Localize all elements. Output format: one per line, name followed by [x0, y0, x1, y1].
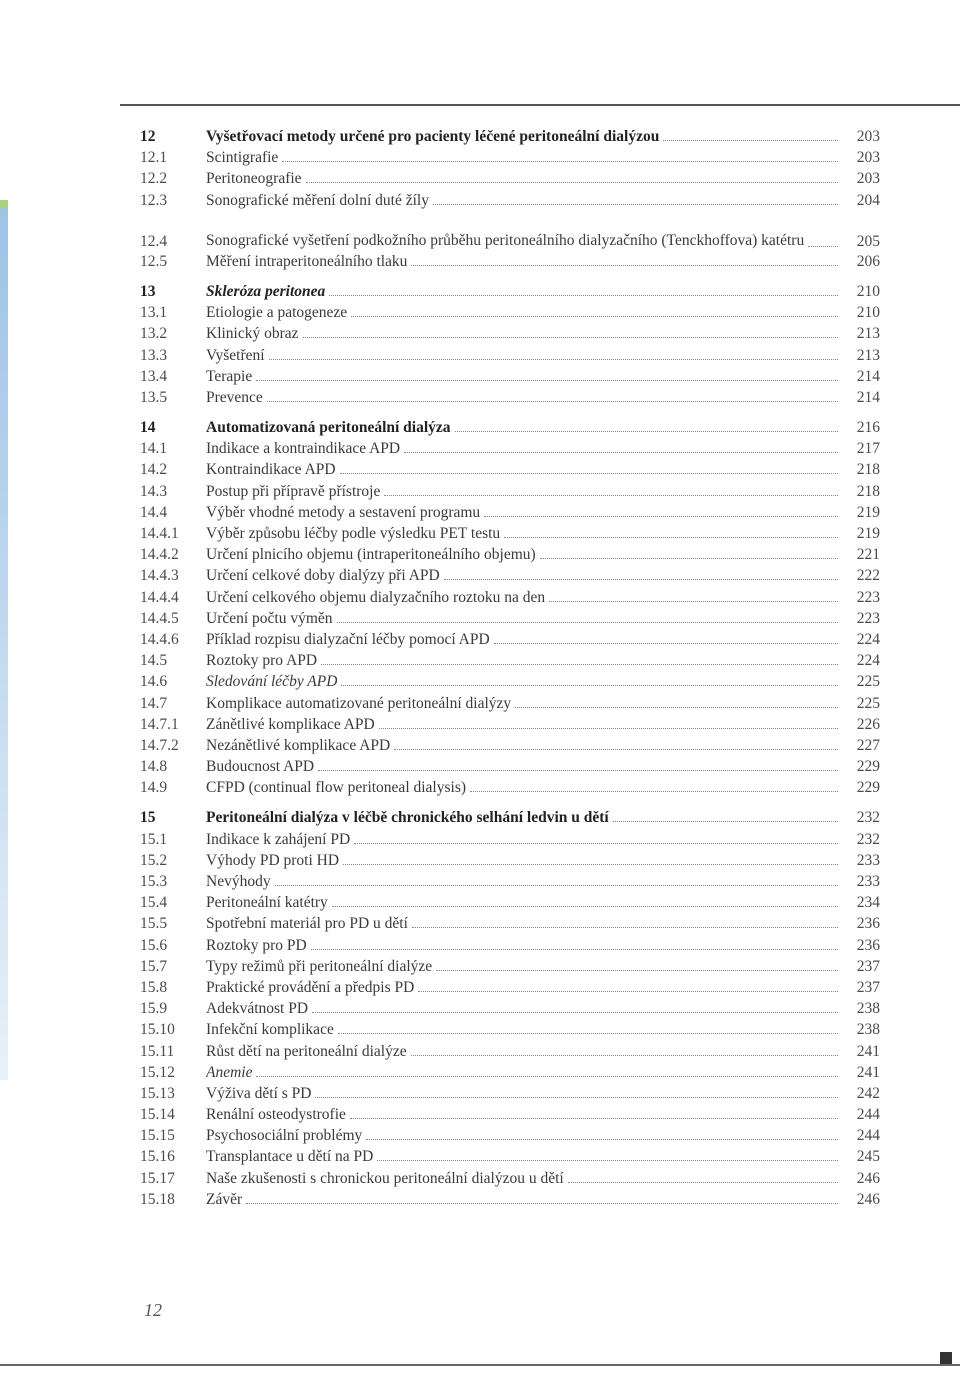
- toc-entry-number: 14.7.1: [140, 715, 179, 733]
- toc-entry-title: Klinický obraz: [206, 325, 299, 343]
- dot-leader: [303, 337, 838, 338]
- dot-leader: [418, 991, 838, 992]
- dot-leader: [282, 161, 838, 162]
- toc-entry: [140, 192, 880, 213]
- toc-entry-title: Automatizovaná peritoneální dialýza: [206, 419, 451, 437]
- dot-leader: [275, 885, 838, 886]
- toc-entry-page: 236: [856, 936, 880, 954]
- toc-entry: [140, 631, 880, 652]
- toc-entry: [140, 958, 880, 979]
- toc-entry: [140, 737, 880, 758]
- toc-entry-page: 218: [856, 461, 880, 479]
- toc-entry-page: 219: [856, 525, 880, 542]
- toc-entry-page: 238: [856, 1000, 880, 1018]
- toc-entry-title: Sledování léčby APD: [206, 673, 338, 691]
- toc-entry-page: 210: [856, 282, 880, 300]
- toc-entry-title: Psychosociální problémy: [206, 1127, 363, 1145]
- toc-entry-title: Peritoneální dialýza v léčbě chronického selhání ledvin u dětí: [206, 809, 609, 827]
- toc-entry-page: 221: [856, 546, 880, 564]
- toc-entry-title: Kontraindikace APD: [206, 461, 336, 479]
- toc-entry: [140, 831, 880, 852]
- toc-entry-number: 14.6: [140, 673, 168, 691]
- toc-entry-number: 14.9: [140, 779, 168, 797]
- toc-entry-number: 14.7: [140, 694, 168, 712]
- toc-entry-page: 242: [856, 1084, 880, 1102]
- toc-entry: [140, 368, 880, 389]
- toc-entry: [140, 1000, 880, 1021]
- toc-entry: [140, 1021, 880, 1042]
- toc-entry-page: 229: [856, 779, 880, 797]
- toc-entry-title: Závěr: [206, 1190, 243, 1208]
- toc-entry-title: Komplikace automatizované peritoneální dialýzy: [206, 694, 512, 712]
- toc-entry-title: Scintigrafie: [206, 149, 279, 167]
- toc-entry-title: Renální osteodystrofie: [206, 1106, 346, 1124]
- toc-entry: [140, 937, 880, 958]
- dot-leader: [394, 749, 838, 750]
- dot-leader: [515, 707, 838, 708]
- toc-entry-title: Roztoky pro APD: [206, 652, 318, 670]
- toc-entry-page: 219: [856, 503, 880, 521]
- toc-entry-page: 236: [856, 915, 880, 933]
- toc-entry-page: 217: [856, 440, 880, 458]
- toc-entry-title: Postup při přípravě přístroje: [206, 482, 381, 500]
- toc-entry-number: 14.8: [140, 758, 168, 776]
- toc-entry-page: 213: [856, 346, 880, 364]
- toc-entry-number: 14.1: [140, 440, 168, 458]
- toc-entry-number: 15.1: [140, 830, 168, 848]
- dot-leader: [340, 473, 838, 474]
- toc-entry-title: Skleróza peritonea: [206, 282, 326, 300]
- toc-entry-page: 225: [856, 694, 880, 712]
- toc-entry-number: 14.4.5: [140, 609, 179, 627]
- toc-entry-title: Anemie: [206, 1063, 253, 1081]
- toc-entry-title: Adekvátnost PD: [206, 1000, 309, 1018]
- toc-entry: [140, 149, 880, 170]
- toc-entry-number: 14.7.2: [140, 736, 179, 754]
- toc-entry-title: Transplantace u dětí na PD: [206, 1148, 374, 1166]
- dot-leader: [470, 791, 838, 792]
- toc-entry-number: 13.4: [140, 367, 168, 385]
- toc-entry-page: 241: [856, 1063, 880, 1081]
- toc-entry: [140, 1148, 880, 1169]
- toc-entry-page: 246: [856, 1169, 880, 1187]
- top-rule: [120, 104, 960, 106]
- toc-entry-page: 210: [856, 304, 880, 322]
- bottom-rule: [0, 1364, 960, 1366]
- toc-entry-number: 15.2: [140, 851, 168, 869]
- toc-entry-page: 203: [856, 149, 880, 167]
- dot-leader: [412, 927, 838, 928]
- toc-entry-title: Růst dětí na peritoneální dialýze: [206, 1042, 407, 1060]
- toc-entry: [140, 979, 880, 1000]
- dot-leader: [484, 516, 838, 517]
- toc-entry-title: Praktické provádění a předpis PD: [206, 978, 415, 996]
- toc-entry-title: Indikace k zahájení PD: [206, 830, 351, 848]
- dot-leader: [267, 401, 838, 402]
- toc-entry-page: 237: [856, 957, 880, 975]
- toc-entry: [140, 673, 880, 694]
- toc-entry-page: 222: [856, 567, 880, 585]
- toc-chapter-entry: [140, 419, 880, 440]
- dot-leader: [404, 452, 838, 453]
- toc-chapter-entry: [140, 283, 880, 304]
- toc-entry-title: Roztoky pro PD: [206, 936, 307, 954]
- toc-entry-number: 15.17: [140, 1169, 175, 1187]
- toc-entry-number: 14.3: [140, 482, 168, 500]
- toc-entry-page: 223: [856, 609, 880, 627]
- toc-entry-page: 206: [856, 252, 880, 270]
- toc-entry-number: 15: [140, 809, 156, 827]
- dot-leader: [504, 537, 838, 538]
- toc-entry-title: Peritoneální katétry: [206, 894, 328, 912]
- toc-entry-number: 12.3: [140, 191, 168, 209]
- toc-entry: [140, 652, 880, 673]
- toc-entry-title: Typy režimů při peritoneální dialýze: [206, 957, 433, 975]
- toc-entry-page: 225: [856, 673, 880, 691]
- toc-entry-number: 13.2: [140, 325, 168, 343]
- toc-entry: [140, 758, 880, 779]
- toc-entry-page: 245: [856, 1148, 880, 1166]
- toc-entry-page: 203: [856, 128, 880, 145]
- toc-entry-number: 15.15: [140, 1127, 175, 1145]
- toc-entry: [140, 873, 880, 894]
- toc-entry-page: 204: [856, 191, 880, 209]
- dot-leader: [377, 1160, 838, 1161]
- toc-entry: [140, 213, 880, 253]
- toc-entry-page: 227: [856, 736, 880, 754]
- dot-leader: [256, 1076, 838, 1077]
- dot-leader: [411, 1055, 838, 1056]
- toc-entry-number: 15.8: [140, 978, 168, 996]
- dot-leader: [549, 601, 838, 602]
- table-of-contents: [140, 128, 880, 1212]
- toc-entry-title: Peritoneografie: [206, 170, 302, 188]
- toc-entry-page: 233: [856, 851, 880, 869]
- dot-leader: [332, 906, 838, 907]
- toc-entry-title: Výběr vhodné metody a sestavení programu: [206, 503, 481, 521]
- dot-leader: [343, 864, 838, 865]
- dot-leader: [306, 182, 838, 183]
- toc-entry-title: Sonografické vyšetření podkožního průběhu peritoneálního dialyzačního (Tenckhoffova) katétru: [206, 231, 805, 249]
- toc-entry-page: 234: [856, 894, 880, 912]
- toc-entry: [140, 567, 880, 588]
- toc-entry: [140, 325, 880, 346]
- toc-entry: [140, 1191, 880, 1212]
- toc-entry: [140, 1106, 880, 1127]
- dot-leader: [269, 359, 838, 360]
- scan-edge-strip: [0, 200, 8, 1080]
- dot-leader: [436, 970, 838, 971]
- toc-entry: [140, 1085, 880, 1106]
- dot-leader: [433, 204, 838, 205]
- toc-entry-number: 15.7: [140, 957, 168, 975]
- toc-entry: [140, 1127, 880, 1148]
- toc-entry: [140, 695, 880, 716]
- toc-entry-title: Vyšetření: [206, 346, 265, 364]
- toc-entry-title: Terapie: [206, 367, 253, 385]
- toc-entry-page: 216: [856, 419, 880, 437]
- toc-entry-title: Vyšetřovací metody určené pro pacienty léčené peritoneální dialýzou: [206, 128, 660, 145]
- toc-entry-title: Nezánětlivé komplikace APD: [206, 736, 391, 754]
- dot-leader: [341, 685, 838, 686]
- dot-leader: [350, 1118, 838, 1119]
- toc-entry-number: 15.9: [140, 1000, 168, 1018]
- toc-entry-number: 14.5: [140, 652, 168, 670]
- toc-entry-number: 15.14: [140, 1106, 175, 1124]
- toc-entry: [140, 304, 880, 325]
- toc-entry-number: 14.2: [140, 461, 168, 479]
- dot-leader: [444, 579, 838, 580]
- toc-entry-number: 14.4.1: [140, 525, 179, 542]
- dot-leader: [663, 140, 838, 141]
- toc-entry-number: 14.4.4: [140, 588, 179, 606]
- toc-entry-title: Příklad rozpisu dialyzační léčby pomocí APD: [206, 630, 490, 648]
- toc-entry: [140, 1170, 880, 1191]
- toc-entry: [140, 253, 880, 274]
- toc-entry-number: 14.4.3: [140, 567, 179, 585]
- dot-leader: [312, 1012, 838, 1013]
- toc-entry-title: Výhody PD proti HD: [206, 851, 340, 869]
- toc-entry-number: 12: [140, 128, 156, 145]
- dot-leader: [613, 821, 838, 822]
- toc-entry-title: Měření intraperitoneálního tlaku: [206, 252, 408, 270]
- toc-entry: [140, 1043, 880, 1064]
- toc-entry-page: 224: [856, 630, 880, 648]
- toc-entry: [140, 779, 880, 800]
- toc-entry: [140, 852, 880, 873]
- toc-entry-page: 214: [856, 388, 880, 406]
- toc-entry-number: 12.5: [140, 252, 168, 270]
- toc-entry-title: Výživa dětí s PD: [206, 1084, 312, 1102]
- toc-entry-number: 15.10: [140, 1021, 175, 1039]
- toc-entry-number: 12.2: [140, 170, 168, 188]
- toc-entry-title: Infekční komplikace: [206, 1021, 334, 1039]
- toc-entry-page: 226: [856, 715, 880, 733]
- dot-leader: [494, 643, 838, 644]
- dot-leader: [321, 664, 838, 665]
- toc-entry-title: Určení plnicího objemu (intraperitoneálního objemu): [206, 546, 536, 564]
- toc-entry-title: Sonografické měření dolní duté žíly: [206, 191, 429, 209]
- toc-entry-title: Určení počtu výměn: [206, 609, 333, 627]
- toc-entry: [140, 525, 880, 546]
- toc-entry-number: 15.12: [140, 1063, 175, 1081]
- toc-entry-title: Prevence: [206, 388, 263, 406]
- dot-leader: [338, 1033, 838, 1034]
- toc-entry: [140, 1064, 880, 1085]
- toc-entry: [140, 440, 880, 461]
- toc-entry-number: 14.4.2: [140, 546, 179, 564]
- toc-entry-title: Spotřební materiál pro PD u dětí: [206, 915, 408, 933]
- toc-entry-number: 15.3: [140, 873, 168, 890]
- toc-entry-number: 15.16: [140, 1148, 175, 1166]
- toc-entry-page: 214: [856, 367, 880, 385]
- toc-entry: [140, 716, 880, 737]
- toc-entry-number: 14.4: [140, 503, 168, 521]
- toc-entry-number: 13.1: [140, 304, 168, 322]
- dot-leader: [411, 265, 838, 266]
- dot-leader: [337, 622, 838, 623]
- toc-entry-title: Budoucnost APD: [206, 758, 315, 776]
- toc-entry-page: 246: [856, 1190, 880, 1208]
- toc-entry: [140, 915, 880, 936]
- toc-entry-page: 233: [856, 873, 880, 890]
- toc-entry-page: 232: [856, 809, 880, 827]
- toc-entry-number: 12.4: [140, 232, 168, 250]
- toc-entry-title: Etiologie a patogeneze: [206, 304, 348, 322]
- dot-leader: [568, 1182, 838, 1183]
- dot-leader: [256, 380, 838, 381]
- toc-entry-number: 15.5: [140, 915, 168, 933]
- toc-entry-page: 223: [856, 588, 880, 606]
- toc-entry-page: 218: [856, 482, 880, 500]
- dot-leader: [311, 949, 838, 950]
- toc-entry-number: 14: [140, 419, 156, 437]
- toc-chapter-entry: [140, 809, 880, 830]
- dot-leader: [540, 558, 838, 559]
- toc-entry-number: 15.6: [140, 936, 168, 954]
- toc-entry-page: 205: [856, 232, 880, 250]
- toc-entry-number: 12.1: [140, 149, 168, 167]
- page-number: 12: [144, 1300, 162, 1320]
- toc-entry-number: 15.13: [140, 1084, 175, 1102]
- toc-entry-number: 13: [140, 282, 156, 300]
- toc-entry-title: CFPD (continual flow peritoneal dialysis): [206, 779, 467, 797]
- toc-entry-number: 13.5: [140, 388, 168, 406]
- dot-leader: [366, 1139, 838, 1140]
- toc-entry: [140, 347, 880, 368]
- toc-entry-page: 244: [856, 1106, 880, 1124]
- dot-leader: [351, 316, 838, 317]
- dot-leader: [379, 728, 838, 729]
- toc-entry: [140, 389, 880, 410]
- toc-entry: [140, 504, 880, 525]
- toc-entry-page: 241: [856, 1042, 880, 1060]
- toc-entry-title: Zánětlivé komplikace APD: [206, 715, 375, 733]
- toc-entry-number: 15.11: [140, 1042, 175, 1060]
- dot-leader: [318, 770, 838, 771]
- toc-entry-number: 15.18: [140, 1190, 175, 1208]
- dot-leader: [384, 495, 838, 496]
- dot-leader: [354, 843, 838, 844]
- toc-entry: [140, 894, 880, 915]
- toc-entry-page: 244: [856, 1127, 880, 1145]
- toc-entry-page: 203: [856, 170, 880, 188]
- toc-entry: [140, 170, 880, 191]
- dot-leader: [315, 1097, 838, 1098]
- toc-entry: [140, 589, 880, 610]
- toc-entry-page: 213: [856, 325, 880, 343]
- toc-entry-page: 238: [856, 1021, 880, 1039]
- dot-leader: [455, 431, 838, 432]
- toc-entry: [140, 546, 880, 567]
- toc-entry-page: 232: [856, 830, 880, 848]
- toc-entry: [140, 483, 880, 504]
- dot-leader: [808, 246, 838, 247]
- toc-entry: [140, 610, 880, 631]
- toc-entry-title: Nevýhody: [206, 873, 271, 890]
- toc-entry-title: Indikace a kontraindikace APD: [206, 440, 401, 458]
- toc-entry-title: Určení celkové doby dialýzy při APD: [206, 567, 440, 585]
- toc-entry-number: 15.4: [140, 894, 168, 912]
- scan-corner-mark: [940, 1352, 952, 1364]
- dot-leader: [246, 1203, 838, 1204]
- dot-leader: [329, 295, 838, 296]
- toc-entry-number: 13.3: [140, 346, 168, 364]
- toc-entry-page: 224: [856, 652, 880, 670]
- toc-entry-title: Výběr způsobu léčby podle výsledku PET testu: [206, 525, 501, 542]
- toc-entry: [140, 461, 880, 482]
- toc-entry-number: 14.4.6: [140, 630, 179, 648]
- toc-chapter-entry: [140, 128, 880, 149]
- toc-entry-title: Určení celkového objemu dialyzačního roztoku na den: [206, 588, 546, 606]
- toc-entry-title: Naše zkušenosti s chronickou peritoneální dialýzou u dětí: [206, 1169, 564, 1187]
- toc-entry-page: 229: [856, 758, 880, 776]
- toc-entry-page: 237: [856, 978, 880, 996]
